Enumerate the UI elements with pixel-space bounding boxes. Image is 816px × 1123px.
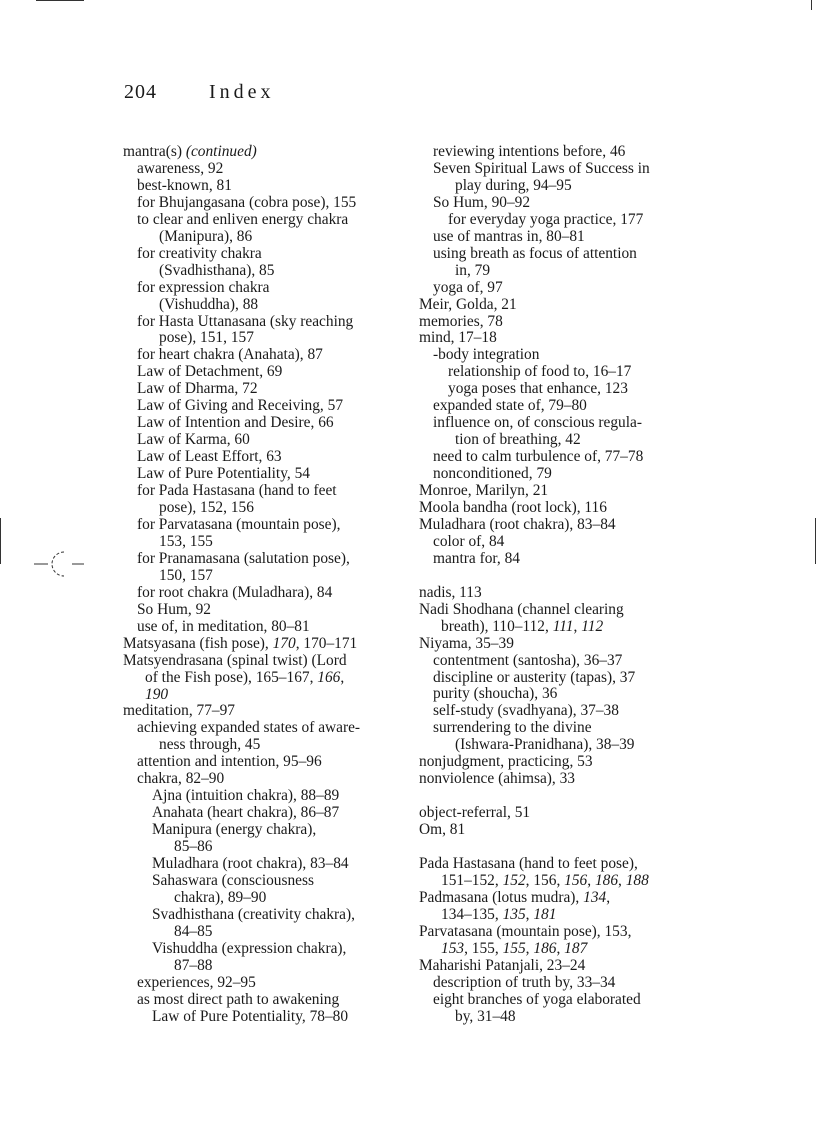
index-entry [123,314,408,331]
index-entry [419,415,704,432]
entry-text: eight branches of yoga elaborated [433,990,641,1008]
index-entry-continuation [419,941,704,958]
index-entry-continuation [419,178,704,195]
index-entry-continuation [419,1009,704,1026]
index-entry-continuation [419,907,704,924]
index-entry [123,771,408,788]
index-entry [123,415,408,432]
entry-text: relationship of food to, 16–17 [448,363,632,381]
entry-text: (Svadhisthana), 85 [159,261,275,279]
illustration-page-ref: 155 [502,939,526,957]
index-entry-continuation [419,873,704,890]
entry-text: Moola bandha (root lock), 116 [419,499,607,517]
index-entry [123,720,408,737]
entry-text: expanded state of, 79–80 [433,397,587,415]
entry-text: Law of Least Effort, 63 [137,448,282,466]
illustration-page-ref: 188 [625,871,649,889]
index-entry [123,466,408,483]
crop-mark-top-right [811,0,812,10]
index-entry-continuation [123,687,408,704]
entry-text: for creativity chakra [137,244,262,262]
entry-text: discipline or austerity (tapas), 37 [433,668,636,686]
entry-text: nadis, 113 [419,583,482,601]
index-entry [419,246,704,263]
entry-text: So Hum, 90–92 [433,193,531,211]
entry-text: 150, 157 [159,566,213,584]
entry-text: (Vishuddha), 88 [159,295,259,313]
index-entry [419,805,704,822]
entry-text: by, 31–48 [455,1007,516,1025]
entry-text: chakra), 89–90 [174,888,267,906]
index-entry [419,771,704,788]
entry-text: Ajna (intuition chakra), 88–89 [152,787,340,805]
index-entry [419,500,704,517]
index-entry [419,686,704,703]
crop-mark-top-left [36,0,84,1]
index-entry [123,754,408,771]
index-entry [123,347,408,364]
index-entry [419,670,704,687]
index-entry [419,229,704,246]
entry-text: for Pranamasana (salutation pose), [137,549,350,567]
registration-mark [34,546,84,582]
index-entry [123,975,408,992]
index-entry [419,602,704,619]
index-entry [419,364,704,381]
index-entry [419,958,704,975]
index-entry [419,314,704,331]
illustration-page-ref: 181 [533,905,557,923]
entry-text: to clear and enliven energy chakra [137,210,349,228]
entry-text: (Ishwara-Pranidhana), 38–39 [455,736,635,754]
index-entry-continuation [419,263,704,280]
illustration-page-ref: 166 [317,668,341,686]
index-entry [419,924,704,941]
index-entry [419,517,704,534]
entry-text: Seven Spiritual Laws of Success in [433,159,650,177]
entry-text: Vishuddha (expression chakra), [152,939,347,957]
index-entry [123,449,408,466]
entry-text: using breath as focus of attention [433,244,637,262]
entry-text: nonconditioned, 79 [433,465,552,483]
index-entry [123,195,408,212]
entry-text: breath), 110–112, [441,617,553,635]
illustration-page-ref: 152 [502,871,526,889]
entry-text: , [573,617,582,635]
index-entry [419,534,704,551]
entry-text: Parvatasana (mountain pose), 153, [419,922,632,940]
illustration-page-ref: 111 [552,617,574,635]
entry-text: as most direct path to awakening [137,990,340,1008]
entry-text: surrendering to the divine [433,719,592,737]
illustration-page-ref: 134 [583,888,607,906]
entry-text: color of, 84 [433,532,505,550]
page-number: 204 [124,81,157,103]
entry-text: So Hum, 92 [137,600,211,618]
entry-text: , [618,871,626,889]
entry-text: Law of Giving and Receiving, 57 [137,397,344,415]
index-entry-continuation [123,500,408,517]
index-entry-continuation [123,924,408,941]
index-entry [419,466,704,483]
entry-text: for Parvatasana (mountain pose), [137,515,341,533]
illustration-page-ref: (continued) [185,143,257,160]
index-section-gap [419,568,704,585]
index-entry [123,364,408,381]
illustration-page-ref: 112 [581,617,604,635]
entry-text: Law of Intention and Desire, 66 [137,414,334,432]
index-entry [419,398,704,415]
index-entry [123,822,408,839]
entry-text: play during, 94–95 [455,176,572,194]
entry-text: (Manipura), 86 [159,227,253,245]
index-entry-continuation [123,229,408,246]
index-entry [123,873,408,890]
index-entry [123,161,408,178]
entry-text: Manipura (energy chakra), [152,821,317,839]
entry-text: Niyama, 35–39 [419,634,514,652]
index-entry [123,381,408,398]
index-entry [123,551,408,568]
index-entry [419,703,704,720]
entry-text: mantra(s) [123,143,186,160]
index-entry [419,975,704,992]
entry-text: Law of Pure Potentiality, 78–80 [152,1007,349,1025]
entry-text: 84–85 [174,922,213,940]
entry-text: purity (shoucha), 36 [433,685,558,703]
entry-text: tion of breathing, 42 [455,431,581,449]
entry-text: Law of Karma, 60 [137,431,250,449]
index-entry-continuation [123,297,408,314]
index-entry-continuation [419,737,704,754]
entry-text: , [556,939,565,957]
entry-text: Om, 81 [419,821,466,839]
index-entry [419,449,704,466]
illustration-page-ref: 190 [145,685,169,703]
index-entry-continuation [123,839,408,856]
entry-text: Svadhisthana (creativity chakra), [152,905,355,923]
index-entry [419,297,704,314]
index-entry [419,161,704,178]
index-entry [123,585,408,602]
index-entry-continuation [123,670,408,687]
entry-text: Sahaswara (consciousness [152,871,314,889]
entry-text: , [525,939,534,957]
illustration-page-ref: 135 [502,905,526,923]
entry-text: use of, in meditation, 80–81 [137,617,310,635]
entry-text: need to calm turbulence of, 77–78 [433,448,644,466]
index-entry [123,992,408,1009]
illustration-page-ref: 170 [272,634,296,652]
entry-text: , [525,905,534,923]
entry-text: Muladhara (root chakra), 83–84 [419,515,616,533]
entry-text: pose), 151, 157 [159,329,254,347]
entry-text: memories, 78 [419,312,503,330]
entry-text: for heart chakra (Anahata), 87 [137,346,323,364]
illustration-page-ref: 187 [564,939,588,957]
entry-text: Matsyasana (fish pose), [123,634,273,652]
entry-text: , [606,888,611,906]
edge-mark-left [0,518,1,564]
entry-text: pose), 152, 156 [159,499,254,517]
entry-text: 151–152, [441,871,503,889]
index-entry [419,653,704,670]
index-entry [123,907,408,924]
index-entry [419,551,704,568]
entry-text: mind, 17–18 [419,329,497,347]
index-entry [123,788,408,805]
entry-text: achieving expanded states of aware- [137,719,361,737]
entry-text: Muladhara (root chakra), 83–84 [152,855,349,873]
entry-text: Anahata (heart chakra), 86–87 [152,804,340,822]
entry-text: Nadi Shodhana (channel clearing [419,600,624,618]
index-entry [419,381,704,398]
index-entry [419,347,704,364]
entry-text: 87–88 [174,956,213,974]
index-column-right [419,144,704,1026]
index-entry-continuation [123,737,408,754]
entry-text: Law of Detachment, 69 [137,363,283,381]
entry-text: in, 79 [455,261,491,279]
entry-text: for root chakra (Muladhara), 84 [137,583,333,601]
index-entry [123,212,408,229]
entry-text: for everyday yoga practice, 177 [448,210,644,228]
page-header [124,80,275,106]
index-entry-continuation [419,619,704,636]
entry-text: nonviolence (ahimsa), 33 [419,770,575,788]
index-entry [123,619,408,636]
index-entry [419,483,704,500]
illustration-page-ref: 186 [594,871,619,889]
entry-text: chakra, 82–90 [137,770,225,788]
index-entry [419,636,704,653]
entry-text: attention and intention, 95–96 [137,753,322,771]
entry-text: Pada Hastasana (hand to feet pose), [419,854,638,872]
entry-text: Maharishi Patanjali, 23–24 [419,956,586,974]
index-entry [419,585,704,602]
entry-text: 85–86 [174,838,213,856]
index-entry-continuation [123,263,408,280]
index-entry [123,432,408,449]
entry-text: for Hasta Uttanasana (sky reaching [137,312,354,330]
index-entry [123,398,408,415]
entry-text: for Bhujangasana (cobra pose), 155 [137,193,357,211]
entry-text: of the Fish pose), 165–167, [145,668,318,686]
index-entry [123,280,408,297]
entry-text: 134–135, [441,905,503,923]
entry-text: 153, 155 [159,532,213,550]
index-entry [123,602,408,619]
entry-text: awareness, 92 [137,159,224,177]
index-entry-continuation [123,534,408,551]
entry-text: , 170–171 [295,634,358,652]
entry-text: influence on, of conscious regula- [433,414,642,432]
entry-text: description of truth by, 33–34 [433,973,616,991]
entry-text: , 155, [464,939,503,957]
entry-text: Matsyendrasana (spinal twist) (Lord [123,651,347,669]
index-entry [419,720,704,737]
index-entry-continuation [123,330,408,347]
index-entry [419,144,704,161]
index-entry [123,805,408,822]
entry-text: Law of Dharma, 72 [137,380,258,398]
entry-text: , 156, [525,871,565,889]
entry-text: experiences, 92–95 [137,973,256,991]
index-entry [123,856,408,873]
index-entry-continuation [419,432,704,449]
index-entry [419,754,704,771]
index-entry [123,178,408,195]
index-entry [123,653,408,670]
index-entry [123,703,408,720]
entry-text: yoga poses that enhance, 123 [448,380,628,398]
index-section-gap [419,788,704,805]
illustration-page-ref: 153 [441,939,465,957]
entry-text: Monroe, Marilyn, 21 [419,482,549,500]
index-entry-continuation [123,890,408,907]
entry-text: , [587,871,595,889]
index-entry [419,212,704,229]
entry-text: Padmasana (lotus mudra), [419,888,584,906]
entry-text: object-referral, 51 [419,804,531,822]
index-entry [419,822,704,839]
entry-text: contentment (santosha), 36–37 [433,651,623,669]
entry-text: use of mantras in, 80–81 [433,227,585,245]
entry-text: for expression chakra [137,278,270,296]
running-title: Index [209,81,275,103]
entry-text: reviewing intentions before, 46 [433,143,626,160]
illustration-page-ref: 186 [533,939,557,957]
index-section-gap [419,839,704,856]
index-entry [123,246,408,263]
index-column-left [123,144,408,1026]
index-entry [123,1009,408,1026]
entry-text: ness through, 45 [159,736,261,754]
entry-text: self-study (svadhyana), 37–38 [433,702,619,720]
index-entry [419,330,704,347]
entry-text: Law of Pure Potentiality, 54 [137,465,310,483]
entry-text: mantra for, 84 [433,549,520,567]
entry-text: Meir, Golda, 21 [419,295,517,313]
index-entry [123,517,408,534]
index-entry-continuation [123,568,408,585]
index-entry [419,890,704,907]
entry-text: best-known, 81 [137,176,232,194]
entry-text: -body integration [433,346,540,364]
index-entry [419,992,704,1009]
index-entry-continuation [123,958,408,975]
index-entry [123,941,408,958]
index-entry [419,195,704,212]
entry-text: for Pada Hastasana (hand to feet [137,482,337,500]
index-entry [123,483,408,500]
index-entry [419,856,704,873]
entry-text: , [340,668,345,686]
index-entry [419,280,704,297]
index-entry [123,636,408,653]
entry-text: nonjudgment, practicing, 53 [419,753,593,771]
index-entry [123,144,408,161]
illustration-page-ref: 156 [564,871,588,889]
entry-text: yoga of, 97 [433,278,503,296]
entry-text: meditation, 77–97 [123,702,235,720]
